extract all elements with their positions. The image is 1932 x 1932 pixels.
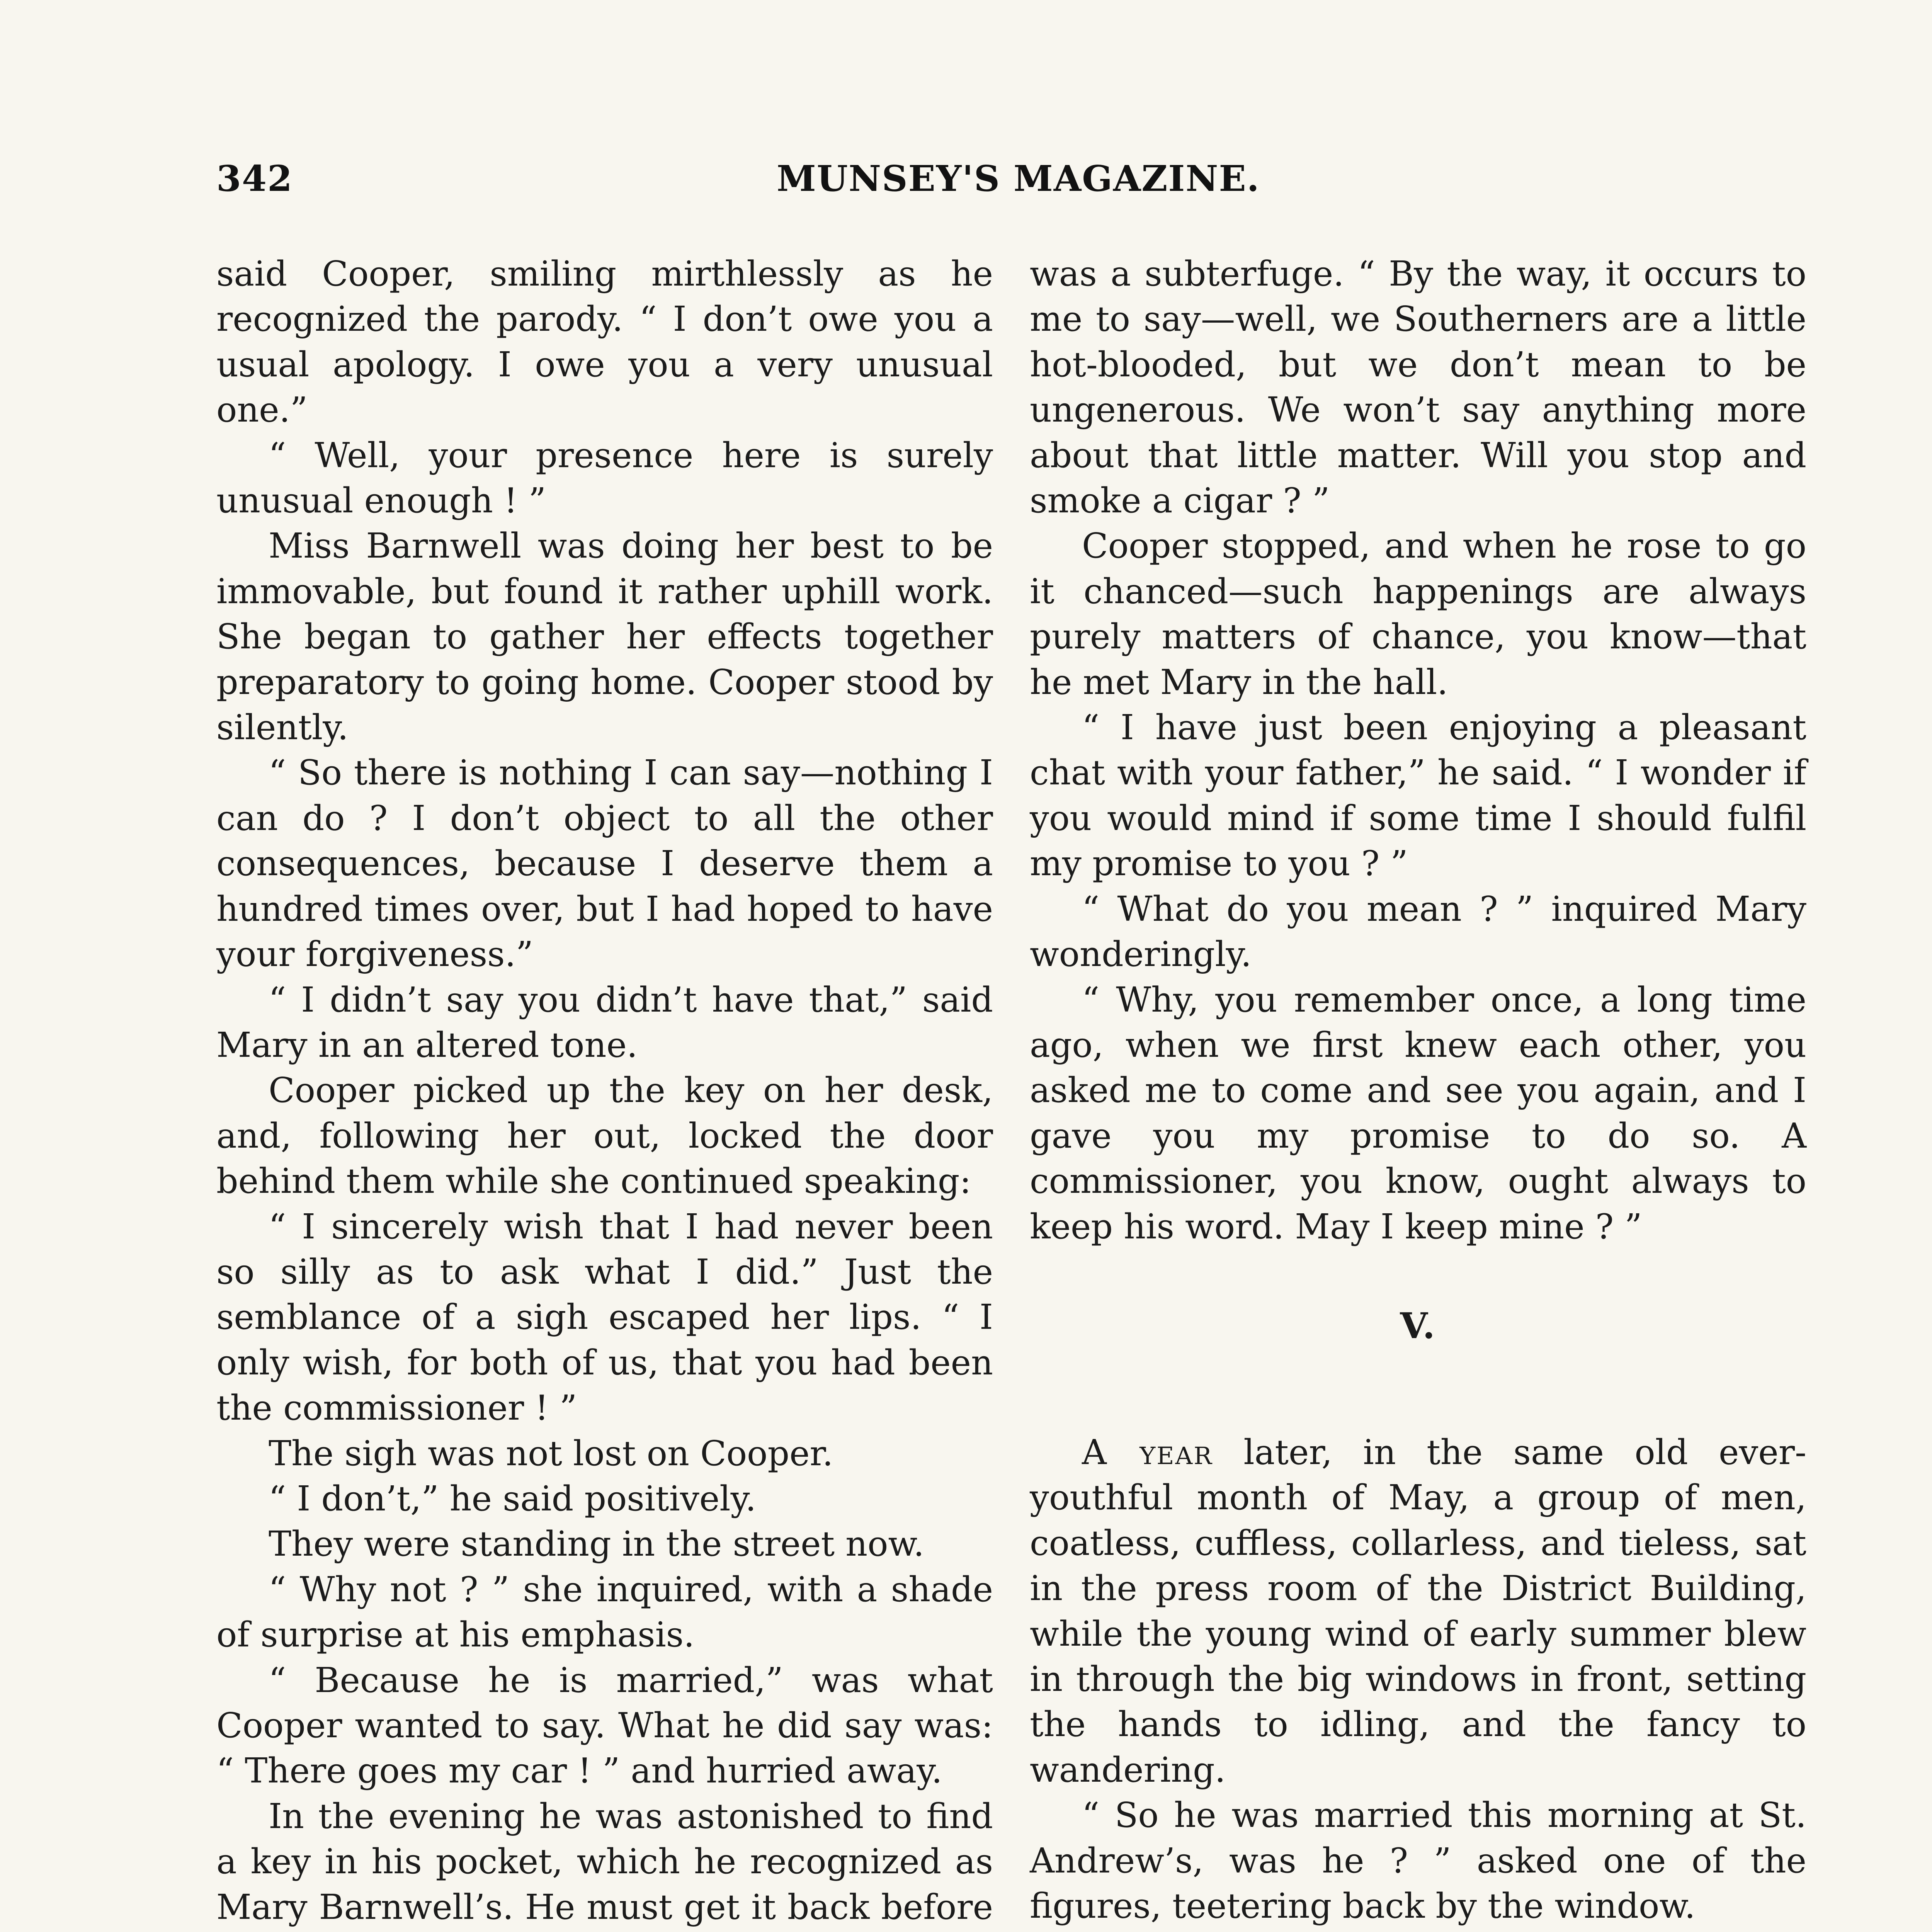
running-title: MUNSEY'S MAGAZINE. (777, 158, 1260, 199)
section-opening-text: later, in the same old ever-youthful month of May, a group of men, coatless, cuffless, collarless, and tieless, sat in the press room of the District Building, while the young wind of early summer blew in through the big windows in front, setting the hands to idling, and the fancy to wandering. (1030, 1432, 1806, 1790)
left-text-column (216, 251, 993, 1932)
left-paragraph-1: said Cooper, smiling mirthlessly as he recognized the parody. “ I don’t owe you a usual apology. I owe you a very unusual one.” (216, 254, 993, 430)
section-opening-paragraph (1030, 1430, 1806, 1793)
left-paragraph-13: In the evening he was astonished to find a key in his pocket, which he recognized as Mary Barnwell’s. He must get it back before (216, 1796, 993, 1927)
right-paragraph-2: Cooper stopped, and when he rose to go it chanced—such happenings are always purely matters of chance, you know—that he met Mary in the hall. (1030, 526, 1806, 702)
section-heading: V. (1400, 1304, 1436, 1347)
right-paragraph-6: “ So he was married this morning at St. Andrew’s, was he ? ” asked one of the figures, teetering back by the window. (1030, 1795, 1806, 1926)
page-number: 342 (216, 158, 293, 199)
left-paragraph-4: “ So there is nothing I can say—nothing I can do ? I don’t object to all the other consequences, because I deserve them a hundred times over, but I had hoped to have your forgiveness.” (216, 753, 993, 975)
left-paragraph-8: The sigh was not lost on Cooper. (269, 1433, 833, 1473)
left-paragraph-12: “ Because he is married,” was what Cooper wanted to say. What he did say was: “ There goes my car ! ” and hurried away. (216, 1660, 993, 1791)
right-paragraph-4: “ What do you mean ? ” inquired Mary wonderingly. (1030, 889, 1806, 975)
left-paragraph-2: “ Well, your presence here is surely unusual enough ! ” (216, 435, 993, 521)
right-paragraph-5: “ Why, you remember once, a long time ago, when we first knew each other, you asked me to come and see you again, and I gave you my promise to do so. A commissioner, you know, ought always to keep his word. May I keep mine ? ” (1030, 980, 1806, 1247)
right-paragraph-1: was a subterfuge. “ By the way, it occurs to me to say—well, we Southerners are a little hot-blooded, but we don’t mean to be ungenerous. We won’t say anything more about that little matter. Will you stop and smoke a cigar ? ” (1030, 254, 1806, 521)
section-opening-smallcaps: A year (1082, 1432, 1213, 1472)
right-paragraph-3: “ I have just been enjoying a pleasant chat with your father,” he said. “ I wonder if you would mind if some time I should fulfil my promise to you ? ” (1030, 707, 1806, 884)
left-paragraph-6: Cooper picked up the key on her desk, and, following her out, locked the door behind them while she continued speaking: (216, 1070, 993, 1201)
left-paragraph-11: “ Why not ? ” she inquired, with a shade of surprise at his emphasis. (216, 1569, 993, 1655)
left-paragraph-3: Miss Barnwell was doing her best to be immovable, but found it rather uphill work. She began to gather her effects together preparatory to going home. Cooper stood by silently. (216, 526, 993, 748)
left-paragraph-10: They were standing in the street now. (269, 1524, 924, 1564)
left-paragraph-7: “ I sincerely wish that I had never been so silly as to ask what I did.” Just the semblance of a sigh escaped her lips. “ I only wish, for both of us, that you had been the commissioner ! ” (216, 1206, 993, 1428)
left-paragraph-9: “ I don’t,” he said positively. (269, 1478, 756, 1519)
right-paragraph-7 (1030, 1929, 1806, 1932)
left-paragraph-5: “ I didn’t say you didn’t have that,” said Mary in an altered tone. (216, 980, 993, 1065)
right-text-column (1030, 251, 1806, 1932)
